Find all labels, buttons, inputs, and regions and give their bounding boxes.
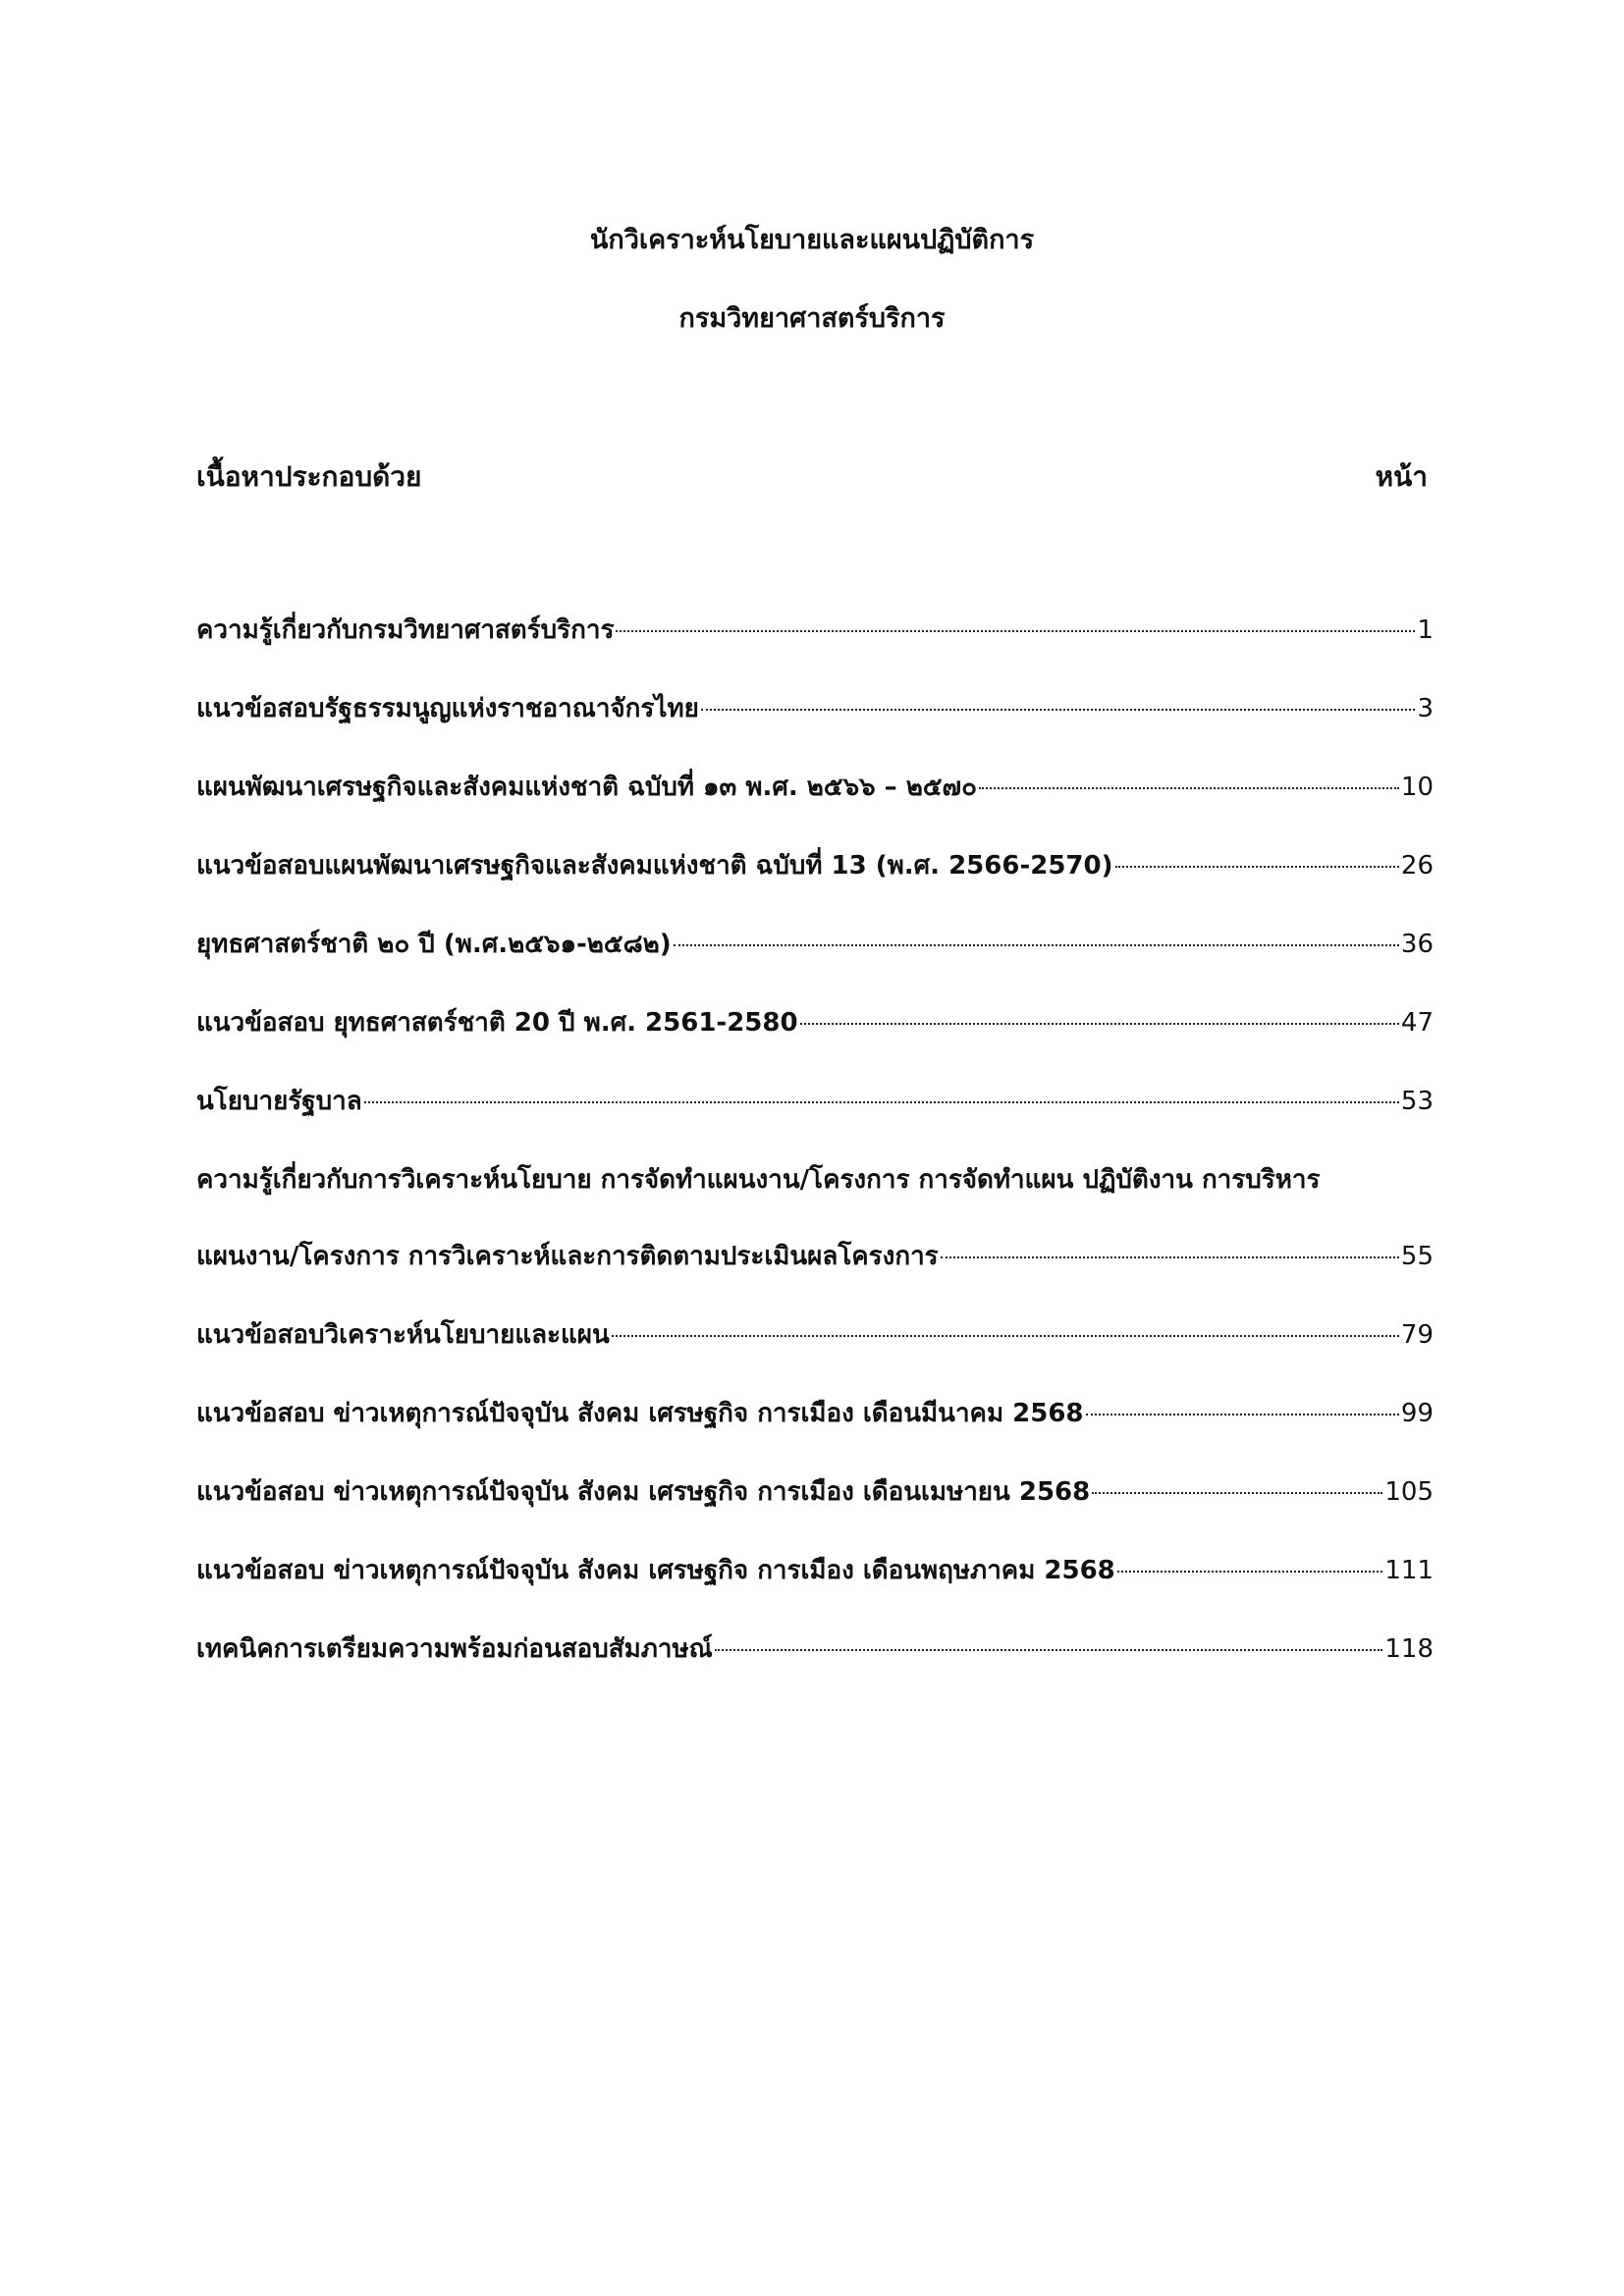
toc-entry-title: ยุทธศาสตร์ชาติ ๒๐ ปี (พ.ศ.๒๕๖๑-๒๕๘๒) [196,930,672,959]
toc-entry-page: 36 [1400,930,1434,959]
toc-entry-title: นโยบายรัฐบาล [196,1087,362,1116]
dot-leader [715,1649,1383,1651]
toc-entry [196,1001,1434,1080]
toc-entry-page: 26 [1400,851,1434,881]
toc-entry [196,1392,1434,1470]
dot-leader [612,1335,1399,1337]
dot-leader [616,630,1415,632]
document-title: นักวิเคราะห์นโยบายและแผนปฏิบัติการ [589,225,1035,255]
toc-entry-page: 1 [1417,615,1434,645]
toc-entry [196,609,1434,687]
toc-entry-title: แนวข้อสอบ ข่าวเหตุการณ์ปัจจุบัน สังคม เศรษฐกิจ การเมือง เดือนเมษายน 2568 [196,1477,1091,1507]
toc-entry [196,1470,1434,1549]
toc-entry-page: 55 [1400,1242,1434,1271]
contents-heading: เนื้อหาประกอบด้วย [196,460,422,493]
toc-entry-title: แนวข้อสอบแผนพัฒนาเศรษฐกิจและสังคมแห่งชาติ ฉบับที่ 13 (พ.ศ. 2566-2570) [196,851,1113,881]
toc-entry [196,1080,1434,1158]
toc-entry [196,1549,1434,1628]
toc-entry-page: 111 [1384,1556,1434,1585]
toc-entry-title: เทคนิคการเตรียมความพร้อมก่อนสอบสัมภาษณ์ [196,1634,713,1664]
dot-leader [1115,866,1399,868]
toc-entry-page: 10 [1400,773,1434,802]
toc-entry-page: 53 [1400,1087,1434,1116]
toc-entry-title-line-2: แผนงาน/โครงการ การวิเคราะห์และการติดตามประเมินผลโครงการ [196,1242,939,1271]
toc-entry-title: แนวข้อสอบ ยุทธศาสตร์ชาติ 20 ปี พ.ศ. 2561-2580 [196,1008,798,1038]
document-subtitle: กรมวิทยาศาสตร์บริการ [678,303,946,334]
toc-entry-page: 79 [1400,1320,1434,1350]
dot-leader [674,944,1399,946]
toc-entry [196,1158,1434,1313]
toc-entry-page: 105 [1384,1477,1434,1507]
toc-entry [196,687,1434,766]
toc-entry [196,1628,1434,1706]
toc-entry-page: 47 [1400,1008,1434,1038]
toc-entry-title: แนวข้อสอบรัฐธรรมนูญแห่งราชอาณาจักรไทย [196,694,699,723]
table-of-contents [196,609,1434,1706]
page-column-heading: หน้า [1375,460,1428,493]
toc-entry-title: แผนพัฒนาเศรษฐกิจและสังคมแห่งชาติ ฉบับที่ ๑๓ พ.ศ. ๒๕๖๖ – ๒๕๗๐ [196,773,977,802]
toc-entry-title: แนวข้อสอบ ข่าวเหตุการณ์ปัจจุบัน สังคม เศรษฐกิจ การเมือง เดือนมีนาคม 2568 [196,1399,1084,1428]
dot-leader [800,1023,1399,1025]
dot-leader [701,709,1416,711]
dot-leader [941,1256,1399,1258]
dot-leader [1092,1492,1382,1494]
toc-entry [196,1313,1434,1392]
toc-entry-title-line-1: ความรู้เกี่ยวกับการวิเคราะห์นโยบาย การจัดทำแผนงาน/โครงการ การจัดทำแผน ปฏิบัติงาน การบริหาร [196,1165,1321,1195]
toc-entry-page: 118 [1384,1634,1434,1664]
toc-entry-title: ความรู้เกี่ยวกับกรมวิทยาศาสตร์บริการ [196,615,615,645]
toc-entry-title: แนวข้อสอบวิเคราะห์นโยบายและแผน [196,1320,610,1350]
toc-entry [196,766,1434,844]
dot-leader [1086,1414,1399,1415]
toc-entry-page: 3 [1417,694,1434,723]
toc-entry-title: แนวข้อสอบ ข่าวเหตุการณ์ปัจจุบัน สังคม เศรษฐกิจ การเมือง เดือนพฤษภาคม 2568 [196,1556,1115,1585]
dot-leader [979,787,1399,789]
toc-entry [196,844,1434,923]
dot-leader [364,1101,1399,1103]
dot-leader [1117,1571,1383,1573]
toc-entry [196,923,1434,1001]
toc-entry-page: 99 [1400,1399,1434,1428]
